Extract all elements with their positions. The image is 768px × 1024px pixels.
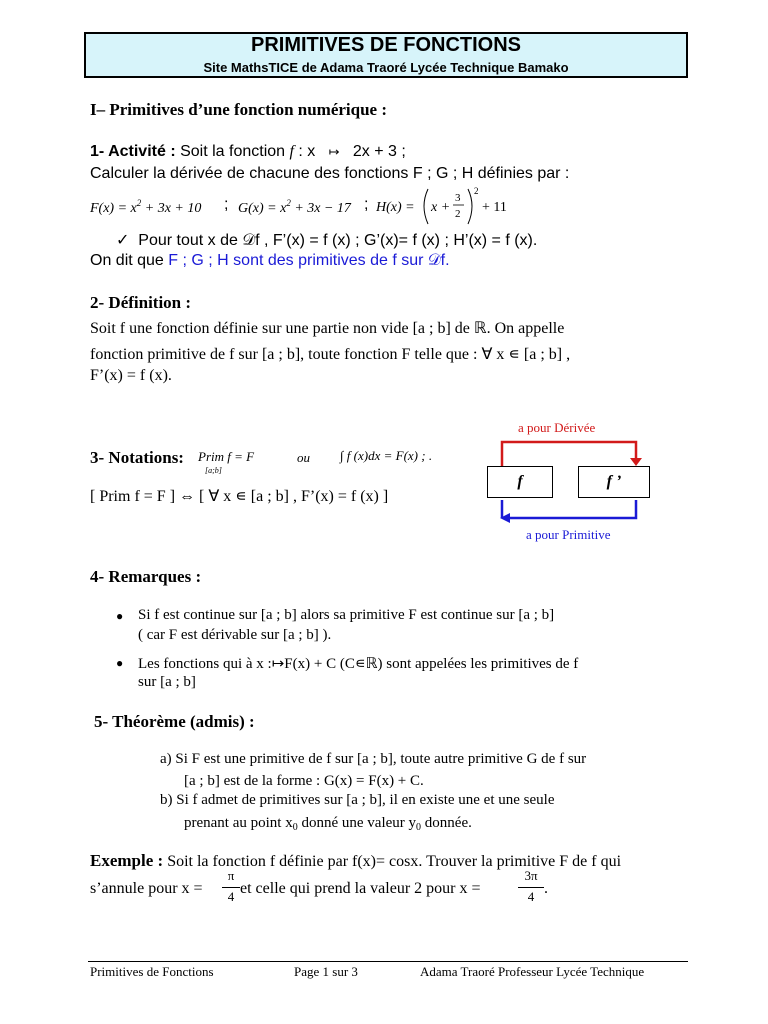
exemple-line: Exemple : Soit la fonction f définie par f(x)= cosx. Trouver la primitive F de f qui (90, 851, 622, 870)
check-icon: ✓ (116, 232, 130, 249)
page-subtitle: Site MathsTICE de Adama Traoré Lycée Technique Bamako (203, 60, 569, 75)
theoreme-heading: 5- Théorème (admis) : (94, 712, 255, 731)
svg-text:2: 2 (455, 208, 461, 220)
integral-notation: ∫ f (x)dx = F(x) ; . (340, 448, 433, 463)
derivative-arrow (502, 442, 636, 466)
fraction-bar (222, 887, 240, 888)
svg-text:3: 3 (455, 192, 461, 204)
primitive-label: a pour Primitive (526, 527, 611, 542)
activite-text-c: 2x + 3 ; (348, 143, 406, 160)
ou-label: ou (297, 450, 310, 465)
formula-G: $G(x) = x^2 + 3x - 17$ (238, 198, 351, 216)
remarques-heading: 4- Remarques : (90, 567, 202, 586)
remark-line: ( car F est dérivable sur [a ; b] ). (138, 627, 332, 643)
bullet-icon: ● (116, 609, 124, 623)
theorem-item: [a ; b] est de la forme : G(x) = F(x) + C. (184, 773, 424, 789)
svg-text:x +: x + (431, 200, 451, 215)
derivative-label: a pour Dérivée (518, 420, 596, 435)
definition-heading: 2- Définition : (90, 293, 192, 312)
primitives-statement: F ; G ; H sont des primitives de f sur 𝒟f. (168, 252, 450, 269)
svg-text:2: 2 (474, 186, 479, 196)
separator: ; (364, 196, 369, 213)
definition-line: fonction primitive de f sur [a ; b], toute fonction F telle que : ∀ x ∊ [a ; b] , (90, 346, 571, 363)
notations-heading: 3- Notations: (90, 448, 184, 467)
activite-label: 1- Activité : (90, 143, 176, 160)
bullet-icon: ● (116, 656, 124, 670)
equivalence-line: [ Prim f = F ] ⇔ [ ∀ x ∊ [a ; b] , F’(x) = f (x) ] (90, 488, 389, 505)
definition-line: F’(x) = f (x). (90, 367, 172, 384)
fraction-denominator: 4 (227, 889, 235, 904)
exemple-line2-b: et celle qui prend la valeur 2 pour x = (240, 880, 481, 897)
fraction-denominator: 4 (527, 889, 535, 904)
fraction-bar (518, 887, 544, 888)
definition-line: Soit f une fonction définie sur une partie non vide [a ; b] de ℝ. On appelle (90, 320, 565, 337)
prim-subscript: [a;b] (205, 466, 222, 475)
theorem-item: prenant au point $x_0$ donné une valeur $y_0$ donnée. (184, 815, 472, 833)
remark-line: Les fonctions qui à x :↦F(x) + C (C∊ℝ) sont appelées les primitives de f (138, 656, 579, 672)
footer-left: Primitives de Fonctions (90, 964, 214, 979)
function-f: f (289, 143, 294, 160)
svg-text:H(x) =: H(x) = (376, 200, 415, 215)
remark-line: sur [a ; b] (138, 674, 196, 690)
activite-text-a: Soit la fonction (175, 143, 290, 160)
svg-text:+ 11: + 11 (482, 200, 507, 215)
activite-text-b: : x (293, 143, 316, 160)
ondit-line: On dit que F ; G ; H sont des primitives de f sur 𝒟f. (90, 252, 450, 269)
prim-notation: Prim f = F (198, 449, 255, 464)
theorem-item: b) Si f admet de primitives sur [a ; b], il en existe une et une seule (160, 792, 555, 808)
primitive-arrow (510, 500, 636, 518)
footer-divider (88, 961, 688, 962)
section-heading: I– Primitives d’une fonction numérique : (90, 100, 388, 119)
activite-line (90, 143, 406, 161)
box-f-prime: f ’ (578, 466, 650, 498)
maps-to-arrow: ↦ (328, 144, 340, 159)
exemple-line2-a: s’annule pour x = (90, 880, 203, 897)
formula-F: $F(x) = x^2 + 3x + 10$ (90, 198, 202, 216)
separator: ; (224, 196, 229, 213)
page-number: Page 1 sur 3 (294, 964, 358, 979)
arrowhead-icon (630, 458, 642, 466)
footer-right: Adama Traoré Professeur Lycée Technique (420, 964, 645, 979)
theorem-item: a) Si F est une primitive de f sur [a ; b], toute autre primitive G de f sur (160, 751, 587, 767)
fraction-numerator: 3π (524, 868, 538, 883)
remark-line: Si f est continue sur [a ; b] alors sa primitive F est continue sur [a ; b] (138, 607, 555, 623)
formula-H (376, 184, 526, 228)
box-f: f (487, 466, 553, 498)
page-title: PRIMITIVES DE FONCTIONS (250, 34, 522, 56)
exemple-label: Exemple : (90, 851, 164, 870)
check-line: ✓ Pour tout x de 𝒟f , F’(x) = f (x) ; G’(x)= f (x) ; H’(x) = f (x). (116, 232, 538, 249)
fraction-numerator: π (227, 868, 235, 883)
exemple-end: . (544, 880, 548, 897)
activite-line2: Calculer la dérivée de chacune des fonctions F ; G ; H définies par : (90, 165, 570, 182)
